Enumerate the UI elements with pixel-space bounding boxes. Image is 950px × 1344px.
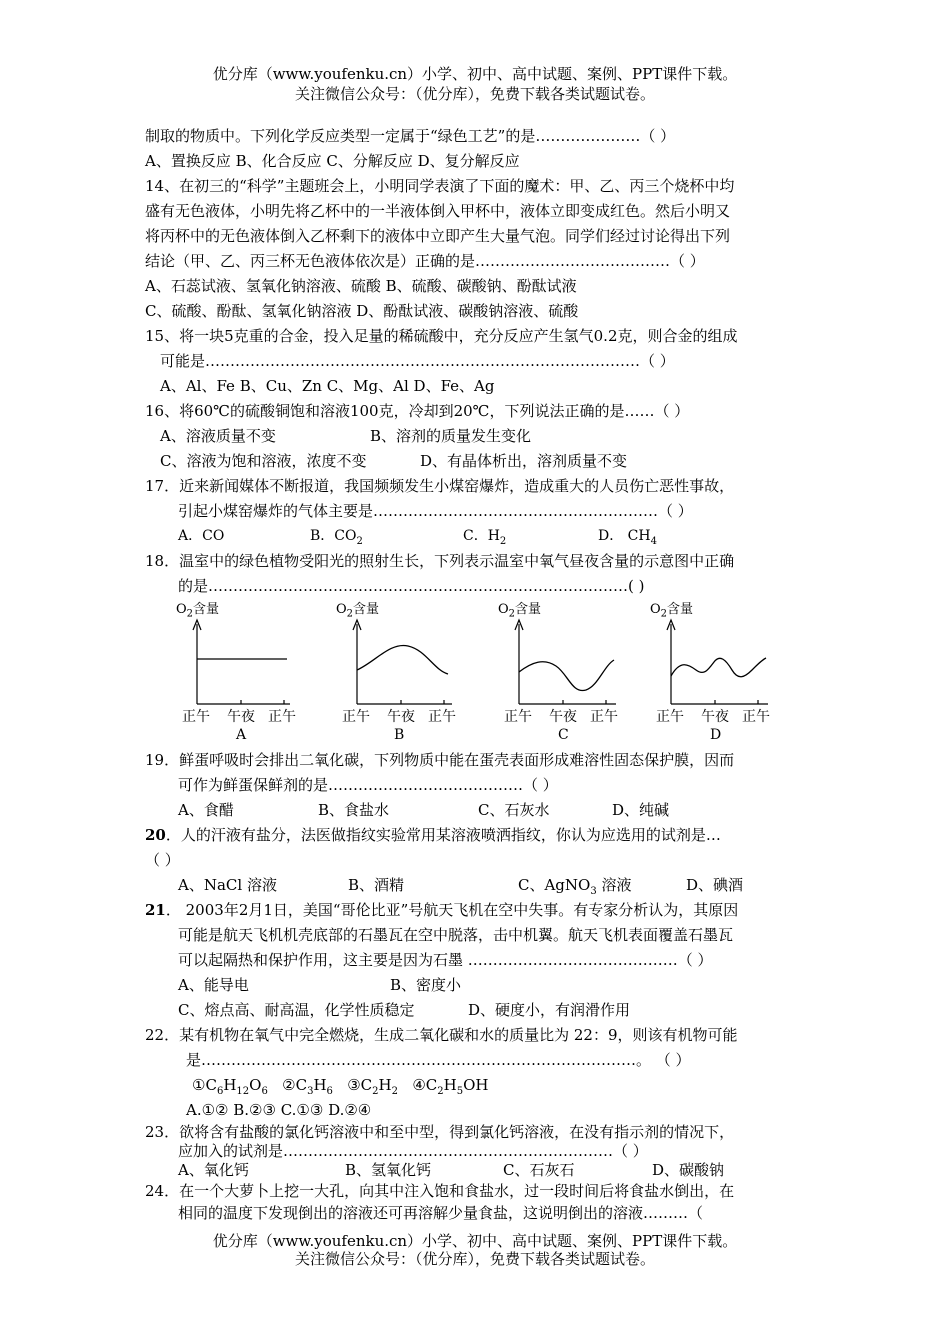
q22-answers: A.①② B.②③ C.①③ D.②④: [186, 1101, 372, 1119]
q14-options-1: A、石蕊试液、氢氧化钠溶液、硫酸 B、硫酸、碳酸钠、酚酞试液: [145, 277, 577, 295]
q23-option-d: D、碳酸钠: [652, 1161, 725, 1179]
q16-option-a: A、溶液质量不变: [160, 427, 276, 445]
q19-stem-1: 19．鲜蛋呼吸时会排出二氧化碳，下列物质中能在蛋壳表面形成难溶性固态保护膜，因而: [145, 751, 735, 769]
graph-c: [492, 598, 642, 748]
graph-c-curve: [519, 660, 614, 691]
graph-a-letter: A: [236, 727, 247, 743]
q22-formula-1: $①C_6H_{12}O_6$: [192, 1076, 268, 1097]
q15-stem-1: 15、将一块5克重的合金，投入足量的稀硫酸中，充分反应产生氢气0.2克，则合金的组成: [145, 327, 738, 345]
q13-stem: 制取的物质中。下列化学反应类型一定属于“绿色工艺”的是…………………（ ）: [145, 127, 676, 145]
graph-b-tick-midnight: 午夜: [387, 709, 415, 725]
q17-stem-1: 17．近来新闻媒体不断报道，我国频频发生小煤窑爆炸，造成重大的人员伤亡恶性事故，: [145, 477, 735, 495]
q21-option-d: D、硬度小，有润滑作用: [468, 1001, 631, 1019]
q14-stem-2: 盛有无色液体，小明先将乙杯中的一半液体倒入甲杯中，液体立即变成红色。然后小明又: [145, 202, 731, 220]
q19-option-b: B、食盐水: [318, 801, 390, 819]
q22-formula-2: $②C_3H_6$: [282, 1076, 333, 1097]
q23-stem-1: 23．欲将含有盐酸的氯化钙溶液中和至中型，得到氯化钙溶液，在没有指示剂的情况下，: [145, 1123, 735, 1141]
q20-option-a: A、NaCl 溶液: [178, 876, 277, 894]
graph-b-tick-noon-1: 正午: [342, 709, 370, 725]
graph-d-tick-noon-1: 正午: [656, 709, 684, 725]
q23-option-b: B、氢氧化钙: [345, 1161, 432, 1179]
q21-stem-2: 可能是航天飞机机壳底部的石墨瓦在空中脱落，击中机翼。航天飞机表面覆盖石墨瓦: [178, 926, 734, 944]
q15-options: A、Al、Fe B、Cu、Zn C、Mg、Al D、Fe、Ag: [160, 377, 495, 395]
graph-b-curve: [357, 645, 448, 674]
graph-d-curve: [671, 658, 766, 677]
q21-stem-3: 可以起隔热和保护作用，这主要是因为石墨 ……………………………………（ ）: [178, 951, 713, 969]
q21-option-c: C、熔点高、耐高温，化学性质稳定: [178, 1001, 415, 1019]
q22-stem-1: 22．某有机物在氧气中完全燃烧，生成二氧化碳和水的质量比为 22：9，则该有机物可能: [145, 1026, 738, 1044]
q19-option-c: C、石灰水: [478, 801, 550, 819]
graph-c-tick-noon-1: 正午: [504, 709, 532, 725]
q19-option-a: A、食醋: [178, 801, 234, 819]
q15-stem-2: 可能是……………………………………………………………………………（ ）: [160, 352, 675, 370]
q22-stem-2: 是……………………………………………………………………………。 （ ）: [186, 1051, 691, 1069]
graph-a: [170, 598, 320, 748]
q17-option-c: C．$H_2$: [463, 528, 507, 547]
q18-stem-2: 的是…………………………………………………………………………( ): [178, 577, 645, 595]
graph-c-tick-midnight: 午夜: [549, 709, 577, 725]
q18-stem-1: 18．温室中的绿色植物受阳光的照射生长，下列表示温室中氧气昼夜含量的示意图中正确: [145, 552, 735, 570]
graph-d-ylabel: $O_2$含量: [650, 602, 694, 620]
graph-b-ylabel: $O_2$含量: [336, 602, 380, 620]
graph-d-tick-midnight: 午夜: [701, 709, 729, 725]
page-footer-line-2: 关注微信公众号：（优分库），免费下载各类试题试卷。: [294, 1250, 655, 1268]
page-header-line-2: 关注微信公众号：（优分库），免费下载各类试题试卷。: [294, 85, 655, 103]
q24-stem-2: 相同的温度下发现倒出的溶液还可再溶解少量食盐，这说明倒出的溶液………（: [178, 1204, 704, 1222]
q17-option-d: D． $CH_4$: [598, 528, 657, 547]
q21-stem-1: 21． 2003年2月1日，美国“哥伦比亚”号航天飞机在空中失事。有专家分析认为，其原因: [145, 901, 739, 919]
q16-option-c: C、溶液为饱和溶液，浓度不变: [160, 452, 367, 470]
page-footer-line-1: 优分库（www.youfenku.cn）小学、初中、高中试题、案例、PPT课件下载。: [212, 1232, 738, 1250]
graph-a-ylabel: $O_2$含量: [176, 602, 220, 620]
q22-formulas: [192, 1075, 489, 1102]
q19-option-d: D、纯碱: [612, 801, 670, 819]
page-header-line-1: 优分库（www.youfenku.cn）小学、初中、高中试题、案例、PPT课件下载。: [212, 65, 738, 83]
q20-option-d: D、碘酒: [686, 876, 744, 894]
q14-stem-1: 14、在初三的“科学”主题班会上，小明同学表演了下面的魔术：甲、乙、丙三个烧杯中均: [145, 177, 735, 195]
q13-options: A、置换反应 B、化合反应 C、分解反应 D、复分解反应: [145, 152, 520, 170]
q14-options-2: C、硫酸、酚酞、氢氧化钠溶液 D、酚酞试液、碳酸钠溶液、硫酸: [145, 302, 579, 320]
q23-option-a: A、氧化钙: [178, 1161, 249, 1179]
q23-stem-2: 应加入的试剂是…………………………………………………………（ ）: [178, 1142, 648, 1160]
q14-stem-3: 将丙杯中的无色液体倒入乙杯剩下的液体中立即产生大量气泡。同学们经过讨论得出下列: [145, 227, 731, 245]
graph-d-letter: D: [710, 727, 722, 743]
q23-option-c: C、石灰石: [503, 1161, 575, 1179]
q16-option-b: B、溶剂的质量发生变化: [370, 427, 532, 445]
graph-d: [644, 598, 794, 748]
graph-a-tick-noon-1: 正午: [182, 709, 210, 725]
q17-stem-2: 引起小煤窑爆炸的气体主要是…………………………………………………（ ）: [178, 502, 693, 520]
q14-stem-4: 结论（甲、乙、丙三杯无色液体依次是）正确的是…………………………………（ ）: [145, 252, 705, 270]
q22-formula-4: $④C_2H_5OH$: [412, 1076, 489, 1097]
q17-option-b: B．$CO_2$: [310, 528, 363, 547]
graph-b-tick-noon-2: 正午: [428, 709, 456, 725]
q21-option-a: A、能导电: [178, 976, 249, 994]
graph-c-letter: C: [558, 727, 569, 743]
graph-c-ylabel: $O_2$含量: [498, 602, 542, 620]
q22-formula-3: $③C_2H_2$: [347, 1076, 399, 1097]
q20-option-b: B、酒精: [348, 876, 405, 894]
graph-d-tick-noon-2: 正午: [742, 709, 770, 725]
q17-option-a: A．CO: [178, 528, 225, 544]
q21-option-b: B、密度小: [390, 976, 462, 994]
q20-option-c: C、AgNO$_3$ 溶液: [518, 876, 632, 897]
graph-a-tick-noon-2: 正午: [268, 709, 296, 725]
q16-option-d: D、有晶体析出，溶剂质量不变: [420, 452, 628, 470]
q20-stem-2: （ ）: [145, 851, 180, 869]
graph-b: [330, 598, 480, 748]
graph-b-letter: B: [394, 727, 405, 743]
graph-a-tick-midnight: 午夜: [227, 709, 255, 725]
q19-stem-2: 可作为鲜蛋保鲜剂的是…………………………………（ ）: [178, 776, 558, 794]
q24-stem-1: 24．在一个大萝卜上挖一大孔，向其中注入饱和食盐水，过一段时间后将食盐水倒出，在: [145, 1182, 735, 1200]
graph-c-tick-noon-2: 正午: [590, 709, 618, 725]
q20-stem-1: 20．人的汗液有盐分，法医做指纹实验常用某溶液喷洒指纹，你认为应选用的试剂是…: [145, 826, 721, 844]
q16-stem: 16、将60℃的硫酸铜饱和溶液100克，冷却到20℃，下列说法正确的是……（ ）: [145, 402, 690, 420]
